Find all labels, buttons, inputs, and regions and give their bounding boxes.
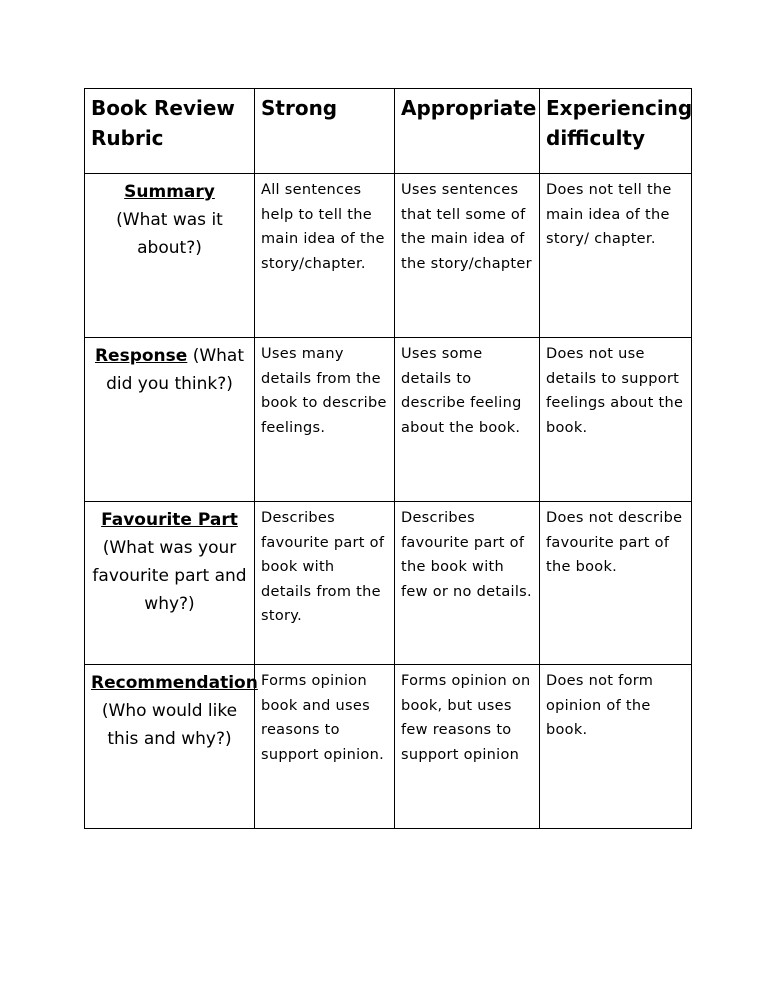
criterion-recommendation <box>85 665 258 829</box>
header-appropriate: Appropriate <box>395 89 540 174</box>
criterion-title: Recommendation <box>91 673 258 693</box>
cell-difficulty: Does not use details to support feelings about the book. <box>540 338 692 502</box>
rubric-row-response <box>85 338 692 502</box>
cell-appropriate: Describes favourite part of the book with few or no details. <box>395 502 540 665</box>
cell-appropriate: Uses some details to describe feeling about the book. <box>395 338 540 502</box>
rubric-row-recommendation <box>85 665 692 829</box>
criterion-title: Response <box>94 346 188 366</box>
criterion-title: Summary <box>124 182 215 202</box>
cell-difficulty: Does not form opinion of the book. <box>540 665 692 829</box>
cell-strong: All sentences help to tell the main idea of the story/chapter. <box>255 174 395 338</box>
rubric-row-favourite-part <box>85 502 692 665</box>
cell-strong: Uses many details from the book to describe feelings. <box>255 338 395 502</box>
header-title: Book Review Rubric <box>85 89 255 174</box>
cell-appropriate: Forms opinion on book, but uses few reasons to support opinion <box>395 665 540 829</box>
rubric-row-summary <box>85 174 692 338</box>
cell-strong: Describes favourite part of book with details from the story. <box>255 502 395 665</box>
header-strong: Strong <box>255 89 395 174</box>
cell-difficulty: Does not tell the main idea of the story/ chapter. <box>540 174 692 338</box>
criterion-favourite-part <box>85 502 255 665</box>
header-experiencing-difficulty: Experiencing difficulty <box>540 89 692 174</box>
criterion-question: (What did you think?) <box>106 346 245 394</box>
cell-appropriate: Uses sentences that tell some of the main idea of the story/chapter <box>395 174 540 338</box>
cell-strong: Forms opinion book and uses reasons to support opinion. <box>255 665 395 829</box>
book-review-rubric-table <box>84 88 692 829</box>
header-row <box>85 89 692 174</box>
criterion-question: (Who would like this and why?) <box>101 701 238 749</box>
criterion-title: Favourite Part <box>101 510 238 530</box>
criterion-summary <box>85 174 255 338</box>
criterion-response <box>85 338 255 502</box>
criterion-question: (What was it about?) <box>116 210 223 258</box>
criterion-question: (What was your favourite part and why?) <box>92 538 247 614</box>
cell-difficulty: Does not describe favourite part of the book. <box>540 502 692 665</box>
